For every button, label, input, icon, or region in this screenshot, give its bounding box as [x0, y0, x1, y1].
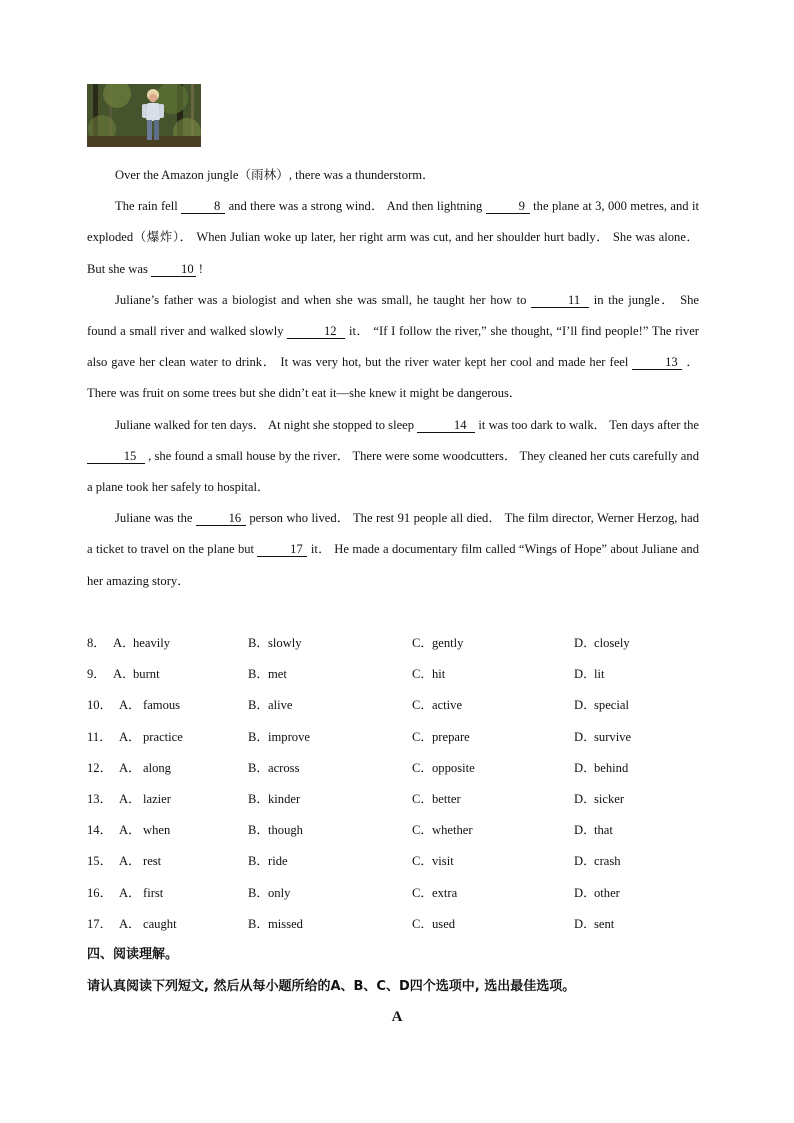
section-instruction: 请认真阅读下列短文, 然后从每小题所给的A、B、C、D四个选项中, 选出最佳选项。: [87, 979, 576, 994]
question-row: [87, 878, 707, 909]
option-letter: B．: [248, 760, 269, 775]
answer-option[interactable]: [113, 659, 160, 690]
question-number: 9．: [87, 667, 106, 682]
question-row: [87, 909, 707, 940]
option-text: slowly: [268, 636, 302, 650]
answer-option[interactable]: [574, 815, 613, 846]
option-text: ride: [268, 854, 288, 869]
option-text: used: [432, 916, 456, 931]
option-letter: D．: [574, 698, 596, 713]
question-number: 8．: [87, 636, 106, 650]
option-text: though: [268, 823, 303, 838]
answer-option[interactable]: [113, 628, 170, 659]
passage-text: it was too dark to walk． Ten days after the: [475, 417, 699, 432]
option-letter: A．: [119, 916, 141, 931]
option-text: gently: [432, 636, 464, 650]
answer-option[interactable]: [248, 815, 303, 846]
question-number: 13．: [87, 791, 113, 806]
answer-option[interactable]: [119, 878, 163, 909]
question-number: 12．: [87, 760, 113, 775]
answer-option[interactable]: [412, 722, 470, 753]
passage-text: and there was a strong wind． And then lightning: [225, 199, 486, 214]
question-number: 14．: [87, 823, 113, 838]
question-number: 16．: [87, 885, 113, 900]
answer-option[interactable]: [412, 784, 461, 815]
woman-in-jungle-image: [87, 84, 201, 147]
passage-text: Juliane was the: [115, 511, 196, 526]
option-text: practice: [143, 729, 183, 744]
option-text: first: [143, 885, 164, 900]
answer-option[interactable]: [412, 878, 457, 909]
option-letter: D．: [574, 916, 596, 931]
option-letter: D．: [574, 729, 596, 744]
option-letter: A．: [119, 760, 141, 775]
passage-paragraph-5: [87, 503, 699, 597]
section-heading: 四、阅读理解。: [87, 947, 179, 962]
option-text: hit: [432, 667, 446, 682]
option-text: visit: [432, 854, 454, 869]
option-text: survive: [594, 729, 632, 744]
passage-text: person who lived． The rest 91 people all died． The film director, Werner Herzog, had a ticket to travel on the plane but: [87, 511, 699, 557]
blank-14[interactable]: 14: [417, 418, 475, 433]
option-letter: B．: [248, 823, 269, 838]
answer-option[interactable]: [119, 909, 177, 940]
answer-option[interactable]: [248, 659, 287, 690]
question-row: [87, 690, 707, 721]
passage-text: !: [195, 261, 203, 276]
passage-text: it． “If I follow the river,” she thought, “I’ll find people!” The river also gave her clean water to drink． It was very hot, but the river water kept her cool and made her feel: [87, 324, 699, 370]
option-text: sicker: [594, 791, 625, 806]
option-letter: C．: [412, 636, 433, 650]
option-text: burnt: [133, 667, 160, 682]
answer-option[interactable]: [248, 784, 300, 815]
answer-option[interactable]: [248, 628, 302, 659]
passage-text: Juliane’s father was a biologist and when she was small, he taught her how to: [115, 292, 532, 307]
answer-option[interactable]: [248, 753, 299, 784]
option-letter: A．: [113, 636, 135, 650]
answer-option[interactable]: [412, 753, 475, 784]
question-row: [87, 846, 707, 877]
answer-option[interactable]: [574, 722, 631, 753]
answer-option[interactable]: [574, 878, 620, 909]
option-text: when: [143, 823, 171, 838]
option-text: behind: [594, 760, 629, 775]
option-letter: B．: [248, 667, 269, 682]
passage-text: Juliane walked for ten days． At night she stopped to sleep: [115, 417, 418, 432]
option-letter: C．: [412, 885, 433, 900]
option-text: lazier: [143, 791, 171, 806]
answer-option[interactable]: [248, 846, 288, 877]
option-letter: B．: [248, 729, 269, 744]
option-letter: A．: [119, 823, 141, 838]
option-letter: B．: [248, 854, 269, 869]
question-number: 15．: [87, 854, 113, 869]
option-text: special: [594, 698, 629, 713]
option-text: that: [594, 823, 613, 838]
option-text: met: [268, 667, 287, 682]
option-letter: D．: [574, 667, 596, 682]
option-letter: D．: [574, 636, 596, 650]
option-text: only: [268, 885, 291, 900]
option-text: lit: [594, 667, 605, 682]
passage-paragraph-3: [87, 285, 699, 410]
answer-option[interactable]: [412, 690, 462, 721]
question-row: [87, 628, 707, 659]
option-letter: A．: [119, 854, 141, 869]
option-letter: C．: [412, 667, 433, 682]
passage-text: , she found a small house by the river． There were some woodcutters． They cleaned her cuts carefully and a plane took her safely to hospital．: [87, 448, 699, 495]
option-text: extra: [432, 885, 458, 900]
blank-8[interactable]: 8: [181, 199, 225, 214]
option-letter: C．: [412, 916, 433, 931]
answer-options-list: [87, 628, 707, 940]
answer-option[interactable]: [412, 815, 473, 846]
cloze-passage: [87, 160, 699, 597]
answer-option[interactable]: [412, 659, 445, 690]
jungle-photo: [87, 84, 201, 147]
passage-paragraph-2: [87, 191, 699, 285]
blank-17[interactable]: 17: [257, 542, 307, 557]
part-label: A: [391, 1009, 403, 1025]
option-letter: D．: [574, 854, 596, 869]
answer-option[interactable]: [248, 690, 292, 721]
answer-option[interactable]: [248, 878, 290, 909]
answer-option[interactable]: [119, 722, 183, 753]
option-letter: D．: [574, 823, 596, 838]
answer-option[interactable]: [119, 815, 170, 846]
option-letter: B．: [248, 791, 269, 806]
option-text: missed: [268, 916, 303, 931]
option-letter: A．: [113, 667, 135, 682]
question-row: [87, 815, 707, 846]
blank-11[interactable]: 11: [531, 293, 589, 308]
answer-option[interactable]: [574, 846, 621, 877]
option-letter: B．: [248, 636, 269, 650]
answer-option[interactable]: [574, 909, 614, 940]
answer-option[interactable]: [119, 784, 171, 815]
passage-text: the plane at 3, 000 metres, and it exploded（爆炸）． When Julian woke up later, her right arm was cut, and her shoulder hurt badly． She was alone． But she was: [87, 199, 700, 276]
option-text: sent: [594, 916, 615, 931]
option-letter: B．: [248, 698, 269, 713]
blank-15[interactable]: 15: [87, 449, 145, 464]
option-text: improve: [268, 729, 310, 744]
option-letter: A．: [119, 885, 141, 900]
answer-option[interactable]: [248, 909, 303, 940]
option-text: rest: [143, 854, 162, 869]
option-letter: C．: [412, 854, 433, 869]
option-letter: C．: [412, 760, 433, 775]
option-letter: A．: [119, 729, 141, 744]
question-row: [87, 784, 707, 815]
passage-text: The rain fell: [115, 199, 182, 214]
question-row: [87, 753, 707, 784]
option-text: along: [143, 760, 171, 775]
option-text: famous: [143, 698, 181, 713]
answer-option[interactable]: [248, 722, 310, 753]
passage-paragraph-4: [87, 410, 699, 504]
answer-option[interactable]: [412, 628, 463, 659]
option-text: heavily: [133, 636, 171, 650]
blank-9[interactable]: 9: [486, 199, 530, 214]
option-letter: C．: [412, 729, 433, 744]
option-text: opposite: [432, 760, 475, 775]
option-letter: D．: [574, 791, 596, 806]
passage-paragraph-1: [87, 160, 699, 191]
answer-option[interactable]: [574, 784, 624, 815]
blank-12[interactable]: 12: [287, 324, 345, 339]
question-row: [87, 659, 707, 690]
answer-option[interactable]: [574, 659, 605, 690]
option-letter: B．: [248, 916, 269, 931]
blank-10[interactable]: 10: [151, 262, 196, 277]
option-letter: D．: [574, 885, 596, 900]
question-number: 17．: [87, 916, 113, 931]
passage-text: it． He made a documentary film called “Wings of Hope” about Juliane and her amazing story．: [87, 542, 699, 588]
answer-option[interactable]: [574, 753, 628, 784]
answer-option[interactable]: [119, 753, 171, 784]
answer-option[interactable]: [119, 690, 180, 721]
answer-option[interactable]: [412, 846, 454, 877]
passage-text: ． There was fruit on some trees but she didn’t eat it—she knew it might be dangerous．: [87, 355, 699, 401]
answer-option[interactable]: [574, 690, 629, 721]
option-letter: C．: [412, 698, 433, 713]
option-text: prepare: [432, 729, 470, 744]
option-text: closely: [594, 636, 630, 650]
option-letter: C．: [412, 791, 433, 806]
option-letter: B．: [248, 885, 269, 900]
question-number: 11．: [87, 729, 112, 744]
blank-16[interactable]: 16: [196, 511, 246, 526]
option-letter: C．: [412, 823, 433, 838]
option-text: caught: [143, 916, 177, 931]
answer-option[interactable]: [119, 846, 161, 877]
option-text: alive: [268, 698, 293, 713]
option-text: whether: [432, 823, 473, 838]
blank-13[interactable]: 13: [632, 355, 682, 370]
question-row: [87, 722, 707, 753]
option-letter: A．: [119, 791, 141, 806]
option-text: better: [432, 791, 461, 806]
option-letter: D．: [574, 760, 596, 775]
answer-option[interactable]: [412, 909, 455, 940]
option-text: kinder: [268, 791, 301, 806]
passage-text: Over the Amazon jungle（雨林）, there was a thunderstorm．: [115, 168, 435, 182]
option-text: other: [594, 885, 620, 900]
question-number: 10．: [87, 698, 113, 713]
option-letter: A．: [119, 698, 141, 713]
option-text: crash: [594, 854, 621, 869]
answer-option[interactable]: [574, 628, 630, 659]
passage-text: in the jungle． She found a small river and walked slowly: [87, 292, 699, 339]
option-text: across: [268, 760, 300, 775]
option-text: active: [432, 698, 463, 713]
